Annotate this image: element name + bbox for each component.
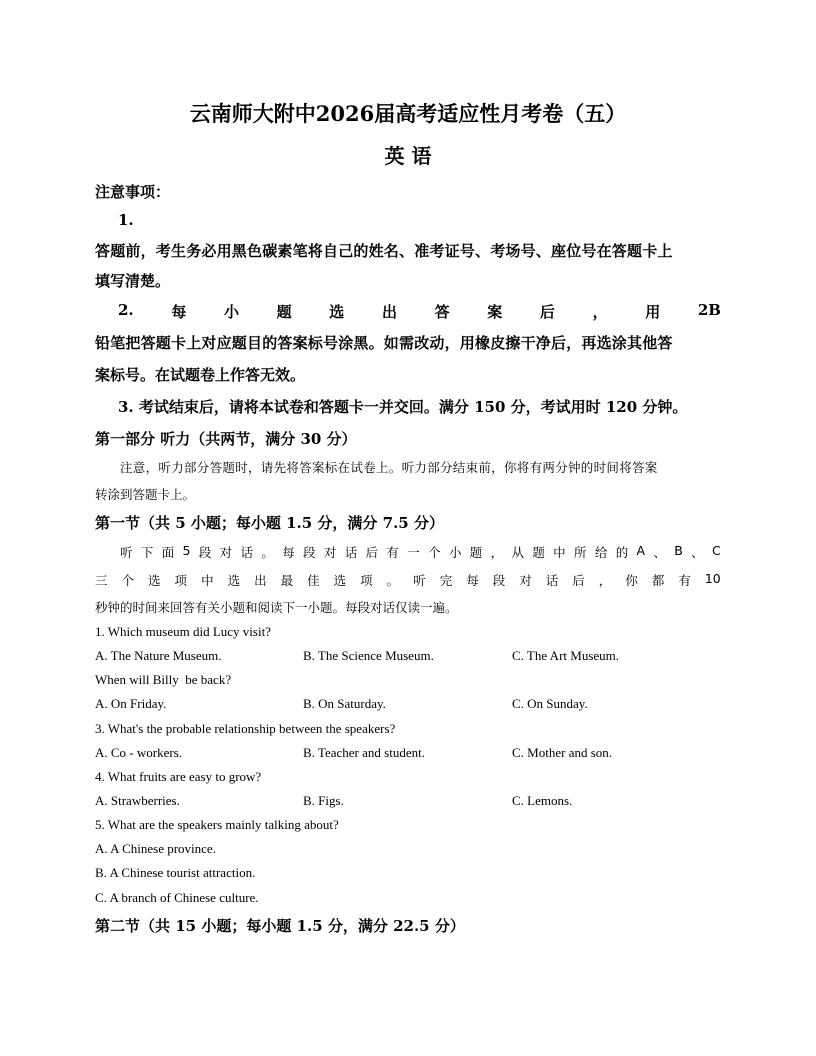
section1-line2-token: 段: [492, 573, 506, 588]
section1-line1-token: 话: [344, 545, 358, 560]
section1-line1-token: 对: [219, 545, 233, 560]
section1-line2-token: 。: [386, 573, 400, 588]
notice-item2-token: 答: [434, 303, 450, 321]
section1-line1-token: 段: [303, 545, 316, 560]
question-5-option-b: B. A Chinese tourist attraction.: [95, 865, 256, 880]
notice-item2-token: 用: [645, 303, 661, 321]
question-1: 1. Which museum did Lucy visit?: [95, 624, 271, 639]
section1-line1-token: 从: [511, 545, 524, 560]
notice-item3: 3. 考试结束后，请将本试卷和答题卡一并交回。满分 150 分，考试用时 120 分钟。: [118, 398, 688, 416]
section1-line2-token: 佳: [307, 573, 320, 588]
section1-line1-token: 话: [240, 545, 254, 560]
section1-line2-token: 选: [227, 573, 241, 588]
question-3-option-a: A. Co - workers.: [95, 745, 183, 760]
section1-line2-token: 个: [121, 573, 135, 588]
notice-item2-token: 小: [223, 303, 239, 321]
section1-line2-token: 听: [413, 573, 426, 588]
section1-line1-token: 每: [282, 545, 295, 560]
section1-line2-token: 后: [572, 573, 585, 588]
section1-line1-token: 给: [594, 545, 608, 560]
section1-line2-token: 中: [201, 573, 214, 588]
section1-line2-token: 最: [280, 573, 294, 588]
question-4: 4. What fruits are easy to grow?: [95, 769, 262, 784]
notice-item2-line2: 铅笔把答题卡上对应题目的答案标号涂黑。如需改动，用橡皮擦干净后，再选涂其他答: [95, 334, 673, 352]
part1-note-line1: 注意，听力部分答题时，请先将答案标在试卷上。听力部分结束前，你将有两分钟的时间将答案: [120, 460, 658, 475]
section1-line1-token: ，: [490, 545, 504, 560]
question-4-option-b: B. Figs.: [303, 793, 344, 808]
section1-line2-token: 都: [651, 573, 665, 588]
section1-line1-token: 题: [469, 545, 483, 560]
section1-line1-token: 小: [448, 545, 462, 560]
question-5: 5. What are the speakers mainly talking about?: [95, 817, 339, 832]
question-2-option-b: B. On Saturday.: [303, 696, 386, 711]
notice-item2-token: 选: [329, 303, 345, 321]
section1-line1-token: 中: [553, 545, 566, 560]
section1-line1-token: 面: [161, 545, 175, 560]
question-4-option-c: C. Lemons.: [512, 793, 573, 808]
question-5-option-c: C. A branch of Chinese culture.: [95, 890, 259, 905]
notice-item2-token: 题: [276, 303, 292, 321]
notice-heading: 注意事项：: [95, 183, 171, 201]
section1-line2-token: 三: [95, 573, 108, 588]
section1-line2-token: 完: [439, 573, 453, 588]
section1-line1-token: 后: [365, 545, 379, 560]
section1-line1-token: 题: [532, 545, 545, 560]
question-2: When will Billy be back?: [95, 672, 232, 687]
question-3-option-b: B. Teacher and student.: [303, 745, 425, 760]
question-5-option-a: A. A Chinese province.: [95, 841, 216, 856]
part1-note-line2: 转涂到答题卡上。: [95, 487, 196, 502]
section1-line1-token: 所: [574, 545, 587, 560]
notice-item2-line1: [118, 301, 721, 322]
question-2-option-a: A. On Friday.: [95, 696, 167, 711]
section1-line2-token: 选: [148, 573, 161, 588]
question-4-option-a: A. Strawberries.: [95, 793, 180, 808]
notice-item2-token: 每: [171, 303, 187, 321]
notice-item2-token: 后: [539, 303, 555, 321]
section1-line2-token: 项: [360, 573, 373, 588]
section2-heading: 第二节（共 15 小题；每小题 1.5 分，满分 22.5 分）: [95, 917, 465, 935]
section1-line1-token: 下: [140, 545, 154, 560]
section1-line1-token: 、: [691, 545, 704, 560]
section1-line2-token: 有: [678, 573, 691, 588]
section1-line1-token: 有: [386, 545, 399, 560]
part1-heading: 第一部分 听力（共两节，满分 30 分）: [95, 430, 357, 448]
notice-item2-token: 出: [381, 303, 397, 321]
section1-line2-token: 项: [174, 573, 188, 588]
question-3: 3. What's the probable relationship between the speakers?: [95, 721, 396, 736]
notice-item1-number: 1.: [118, 211, 134, 229]
section1-line1-token: C: [712, 543, 721, 558]
section1-line2-token: 话: [545, 573, 559, 588]
section1-line1-token: 个: [428, 545, 441, 560]
section1-line2-token: 出: [254, 573, 267, 588]
question-3-option-c: C. Mother and son.: [512, 745, 613, 760]
section1-line1-token: 一: [407, 545, 420, 560]
exam-title: 云南师大附中2026届高考适应性月考卷（五）: [189, 101, 627, 126]
section1-line2-token: 选: [333, 573, 347, 588]
section1-instructions-line2: [95, 571, 721, 589]
question-1-option-c: C. The Art Museum.: [512, 648, 620, 663]
section1-line1-token: A: [636, 543, 646, 558]
section1-line1-token: B: [674, 543, 683, 558]
section1-line1-token: 段: [198, 545, 212, 560]
notice-item1-line2: 填写清楚。: [95, 272, 171, 290]
section1-line1-token: 5: [182, 543, 191, 558]
section1-line2-token: 每: [466, 573, 479, 588]
section1-line1-token: 听: [120, 545, 133, 560]
section1-line1-token: 、: [653, 545, 666, 560]
notice-item2-token: ，: [592, 303, 608, 321]
section1-line2-token: 10: [704, 571, 721, 586]
section1-line1-token: 的: [615, 545, 629, 560]
question-2-option-c: C. On Sunday.: [512, 696, 588, 711]
notice-item2-token: 2.: [118, 301, 134, 319]
section1-instructions-line3: 秒钟的时间来回答有关小题和阅读下一小题。每段对话仅读一遍。: [95, 600, 458, 615]
section1-line2-token: 对: [519, 573, 532, 588]
section1-line1-token: 对: [323, 545, 337, 560]
question-1-option-b: B. The Science Museum.: [303, 648, 434, 663]
notice-item2-token: 2B: [697, 301, 721, 319]
notice-item2-line3: 案标号。在试题卷上作答无效。: [95, 366, 306, 384]
notice-item1-line1: 答题前，考生务必用黑色碳素笔将自己的姓名、准考证号、考场号、座位号在答题卡上: [95, 242, 673, 260]
notice-item2-token: 案: [487, 303, 503, 321]
section1-line1-token: 。: [261, 545, 274, 560]
question-1-option-a: A. The Nature Museum.: [95, 648, 222, 663]
section1-line2-token: 你: [625, 573, 638, 588]
subject-title: 英 语: [384, 144, 432, 168]
section1-line2-token: ，: [598, 573, 612, 588]
section1-instructions-line1: [120, 543, 721, 561]
section1-heading: 第一节（共 5 小题；每小题 1.5 分，满分 7.5 分）: [95, 514, 444, 532]
